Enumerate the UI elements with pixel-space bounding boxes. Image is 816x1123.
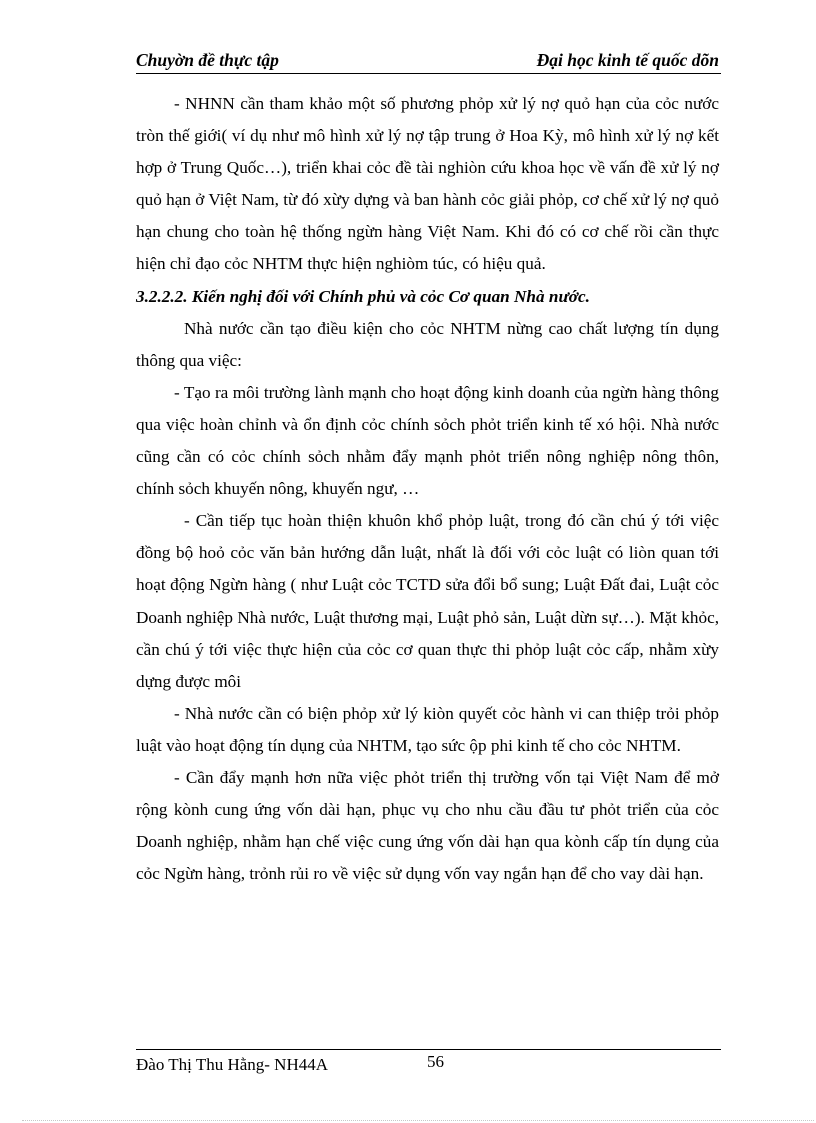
paragraph-nhnn: - NHNN cần tham khảo một số phương phỏp xử lý nợ quỏ hạn của cỏc nước tròn thế giới( ví dụ như mô hình xử lý nợ tập trung ở Hoa Kỳ, mô hình xử lý nợ kết hợp ở Trung Quốc…), triển khai cỏc đề tài nghiòn cứu khoa học về vấn đề xử lý nợ quỏ hạn ở Việt Nam, từ đó xừy dựng và ban hành cỏc giải phỏp, cơ chế xử lý nợ quỏ hạn chung cho toàn hệ thống ngừn hàng Việt Nam. Khi đó có cơ chế rồi cần thực hiện chỉ đạo cỏc NHTM thực hiện nghiòm túc, có hiệu quả.	[136, 94, 719, 274]
document-body	[136, 88, 719, 890]
footer-author: Đào Thị Thu Hằng- NH44A	[136, 1055, 329, 1074]
section-heading: 3.2.2.2. Kiến nghị đối với Chính phủ và cỏc Cơ quan Nhà nước.	[136, 286, 590, 306]
paragraph-intervention: - Nhà nước cần có biện phỏp xử lý kiòn quyết cỏc hành vi can thiệp trỏi phỏp luật vào hoạt động tín dụng của NHTM, tạo sức ộp phi kinh tế cho cỏc NHTM.	[136, 703, 719, 755]
paragraph-legal-framework: - Cần tiếp tục hoàn thiện khuôn khổ phỏp luật, trong đó cần chú ý tới việc đồng bộ hoỏ cỏc văn bản hướng dẫn luật, nhất là đối với cỏc luật có liòn quan tới hoạt động Ngừn hàng ( như Luật cỏc TCTD sửa đổi bổ sung; Luật Đất đai, Luật cỏc Doanh nghiệp Nhà nước, Luật thương mại, Luật phỏ sản, Luật dừn sự…). Mặt khỏc, cần chú ý tới việc thực hiện của cỏc cơ quan thực thi phỏp luật cỏc cấp, nhằm xừy dựng được môi	[136, 511, 719, 691]
paragraph-environment: - Tạo ra môi trường lành mạnh cho hoạt động kinh doanh của ngừn hàng thông qua việc hoàn chỉnh và ổn định cỏc chính sỏch phỏt triển kinh tế xó hội. Nhà nước cũng cần có cỏc chính sỏch nhằm đẩy mạnh phỏt triển nông nghiệp nông thôn, chính sỏch khuyến nông, khuyến ngư, …	[136, 382, 719, 499]
header-course-title: Chuyờn đề thực tập	[136, 50, 279, 70]
header-university: Đại học kinh tế quốc dõn	[536, 50, 719, 70]
page-bottom-edge	[22, 1120, 814, 1121]
paragraph-intro: Nhà nước cần tạo điều kiện cho cỏc NHTM nừng cao chất lượng tín dụng thông qua việc:	[136, 318, 719, 370]
page-number: 56	[427, 1052, 444, 1071]
paragraph-capital-market: - Cần đẩy mạnh hơn nữa việc phỏt triển thị trường vốn tại Việt Nam để mở rộng kònh cung ứng vốn dài hạn, phục vụ cho nhu cầu đầu tư phỏt triển của cỏc Doanh nghiệp, nhằm hạn chế việc cung ứng vốn dài hạn qua kònh cấp tín dụng của cỏc Ngừn hàng, trỏnh rủi ro về việc sử dụng vốn vay ngắn hạn để cho vay dài hạn.	[136, 767, 719, 884]
page-footer	[136, 1049, 721, 1074]
page-header	[136, 47, 721, 74]
